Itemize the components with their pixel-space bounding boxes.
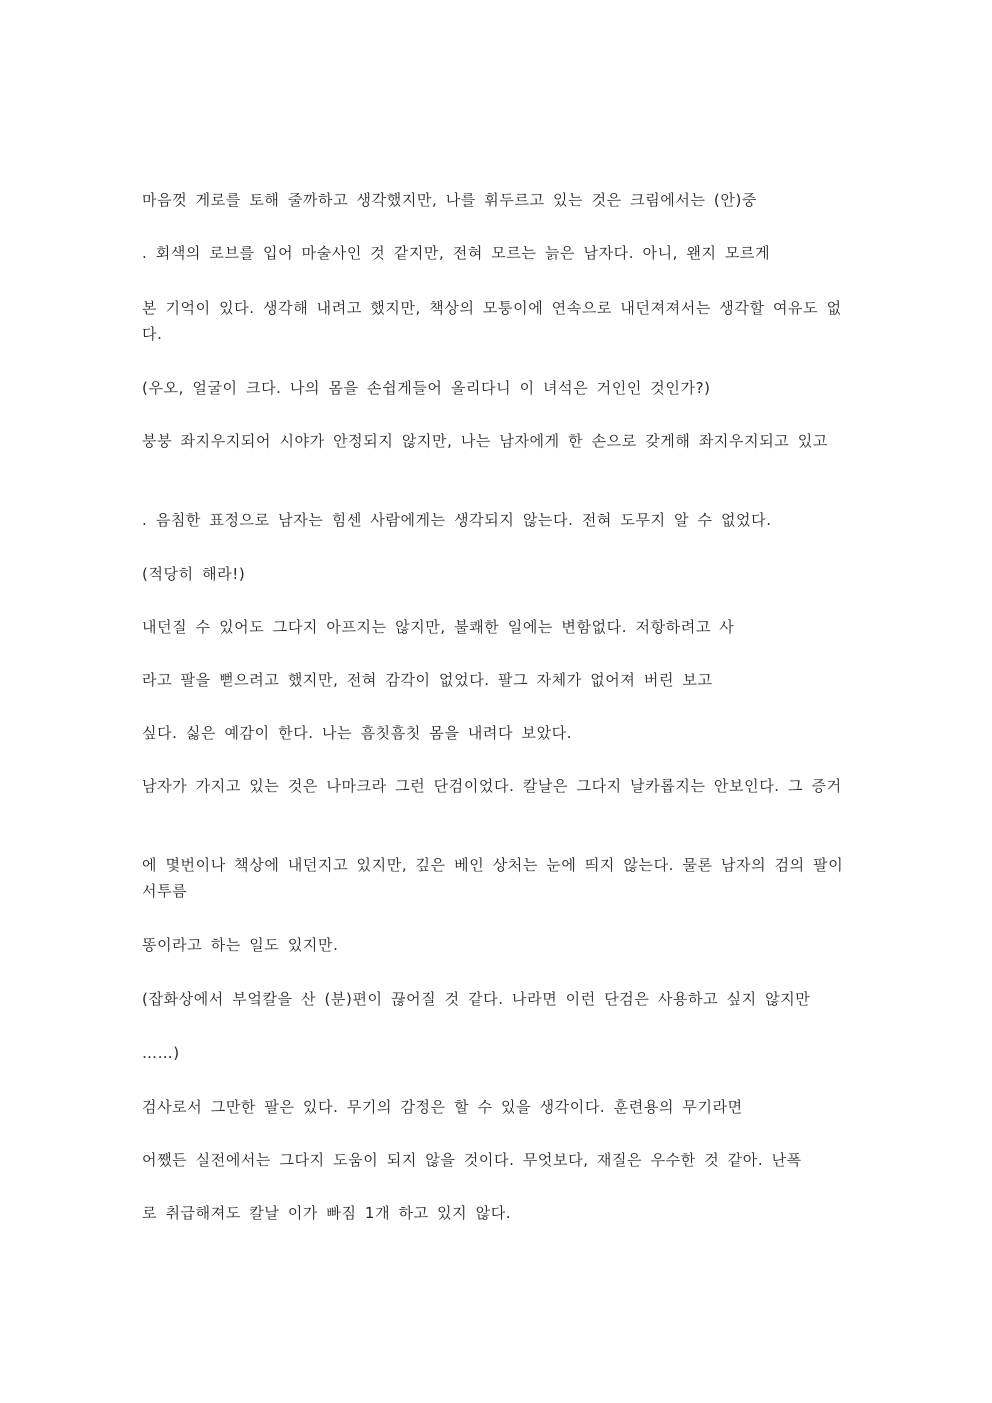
paragraph: 내던질 수 있어도 그다지 아프지는 않지만, 불쾌한 일에는 변함없다. 저항하려고 사: [142, 618, 735, 636]
paragraph: (우오, 얼굴이 크다. 나의 몸을 손쉽게들어 올리다니 이 녀석은 거인인 것인가?): [142, 379, 711, 397]
paragraph: 에 몇번이나 책상에 내던지고 있지만, 깊은 베인 상처는 눈에 띄지 않는다. 물론 남자의 검의 팔이 서투름: [142, 856, 852, 900]
paragraph: 마음껏 게로를 토해 줄까하고 생각했지만, 나를 휘두르고 있는 것은 크림에서는 (안)중: [142, 191, 758, 209]
paragraph: 어쨌든 실전에서는 그다지 도움이 되지 않을 것이다. 무엇보다, 재질은 우수한 것 같아. 난폭: [142, 1151, 802, 1169]
paragraph: (적당히 해라!): [142, 565, 246, 583]
paragraph: 똥이라고 하는 일도 있지만.: [142, 936, 339, 954]
paragraph: . 회색의 로브를 입어 마술사인 것 같지만, 전혀 모르는 늙은 남자다. 아니, 왠지 모르게: [142, 244, 771, 262]
paragraph: 검사로서 그만한 팔은 있다. 무기의 감정은 할 수 있을 생각이다. 훈련용의 무기라면: [142, 1098, 743, 1116]
paragraph: 라고 팔을 뻗으려고 했지만, 전혀 감각이 없었다. 팔그 자체가 없어져 버린 보고: [142, 671, 713, 689]
paragraph: 싶다. 싫은 예감이 한다. 나는 흠칫흠칫 몸을 내려다 보았다.: [142, 724, 573, 742]
paragraph: 남자가 가지고 있는 것은 나마크라 그런 단검이었다. 칼날은 그다지 날카롭지는 안보인다. 그 증거: [142, 777, 842, 795]
paragraph: . 음침한 표정으로 남자는 힘센 사람에게는 생각되지 않는다. 전혀 도무지 알 수 없었다.: [142, 511, 772, 529]
paragraph: 본 기억이 있다. 생각해 내려고 했지만, 책상의 모퉁이에 연속으로 내던져져서는 생각할 여유도 없다.: [142, 299, 842, 343]
paragraph: ……): [142, 1044, 180, 1062]
paragraph: (잡화상에서 부엌칼을 산 (분)편이 끊어질 것 같다. 나라면 이런 단검은 사용하고 싶지 않지만: [142, 990, 811, 1008]
paragraph: 로 취급해져도 칼날 이가 빠짐 1개 하고 있지 않다.: [142, 1204, 512, 1222]
paragraph: 붕붕 좌지우지되어 시야가 안정되지 않지만, 나는 남자에게 한 손으로 갖게해 좌지우지되고 있고: [142, 432, 828, 450]
